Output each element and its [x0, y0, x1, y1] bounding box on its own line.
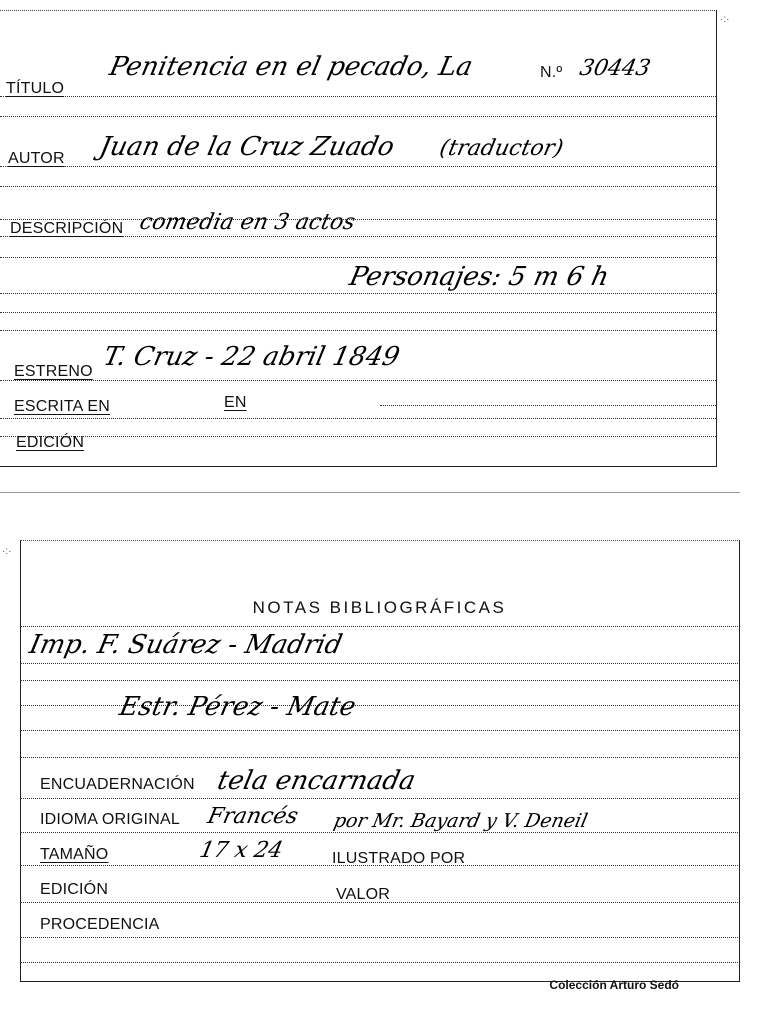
idioma-value: Francés	[205, 804, 301, 829]
autor-value: Juan de la Cruz Zuado	[96, 132, 397, 162]
edicion-label-top: EDICIÓN	[16, 434, 85, 451]
rule	[20, 937, 738, 938]
rule	[20, 757, 738, 758]
rule	[20, 730, 738, 731]
encuadernacion-label: ENCUADERNACIÓN	[40, 776, 195, 793]
notas-heading: NOTAS BIBLIOGRÁFICAS	[252, 598, 507, 617]
ilustrado-label: ILUSTRADO POR	[332, 850, 466, 867]
autor-note: (traductor)	[437, 136, 566, 161]
descripcion-label: DESCRIPCIÓN	[10, 220, 124, 237]
rule	[380, 405, 716, 406]
scan-speck: ·:·	[720, 14, 730, 25]
tamano-value: 17 x 24	[197, 838, 286, 863]
rule	[0, 96, 716, 97]
edicion-label-bottom: EDICIÓN	[40, 881, 109, 898]
rule	[0, 257, 716, 258]
numero-value: 30443	[577, 56, 653, 81]
rule	[0, 312, 716, 313]
estreno-value: T. Cruz - 22 abril 1849	[100, 342, 403, 372]
rule	[0, 166, 716, 167]
scan-speck: ·:·	[2, 546, 12, 557]
valor-label: VALOR	[336, 886, 391, 903]
rule	[20, 663, 738, 664]
notes-line-2: Estr. Pérez - Mate	[116, 692, 359, 722]
rule	[0, 116, 716, 117]
rule	[0, 293, 716, 294]
rule	[20, 680, 738, 681]
titulo-label: TÍTULO	[6, 80, 65, 97]
rule	[0, 436, 716, 437]
notes-line-1: Imp. F. Suárez - Madrid	[26, 630, 345, 660]
procedencia-label: PROCEDENCIA	[40, 916, 160, 933]
rule	[20, 626, 738, 627]
idioma-label: IDIOMA ORIGINAL	[40, 811, 180, 828]
rule	[20, 798, 738, 799]
por-value: por Mr. Bayard y V. Deneil	[331, 810, 590, 832]
personajes-value: Personajes: 5 m 6 h	[346, 262, 612, 292]
collection-footer: Colección Arturo Sedó	[549, 978, 679, 992]
rule	[20, 962, 738, 963]
encuadernacion-value: tela encarnada	[214, 766, 419, 796]
rule	[0, 186, 716, 187]
escrita-label: ESCRITA EN	[14, 398, 110, 415]
rule	[0, 418, 716, 419]
descripcion-value: comedia en 3 actos	[137, 210, 358, 235]
tamano-label: TAMAÑO	[40, 846, 109, 863]
en-label: EN	[224, 394, 247, 411]
separator	[0, 492, 740, 493]
rule	[20, 832, 738, 833]
estreno-label: ESTRENO	[14, 363, 93, 380]
rule	[0, 330, 716, 331]
numero-label: N.º	[540, 64, 563, 81]
titulo-value: Penitencia en el pecado, La	[106, 52, 476, 82]
rule	[0, 380, 716, 381]
autor-label: AUTOR	[8, 150, 65, 167]
